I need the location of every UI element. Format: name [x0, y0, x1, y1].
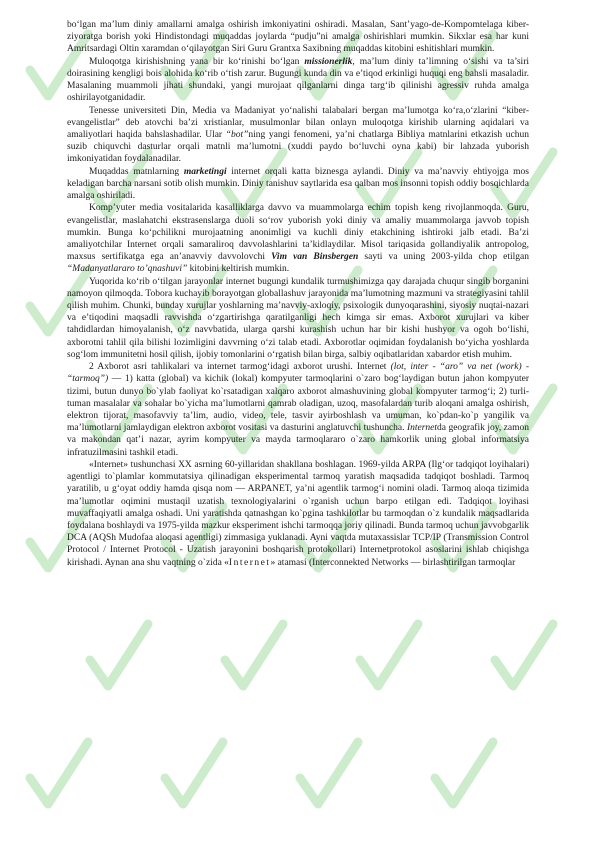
watermark-check-icon — [300, 742, 358, 804]
text-span: Muqaddas matnlarning — [89, 166, 184, 177]
text-span: bo‘lgan ma’lum diniy amallarni amalga oshirish imkoniyatini oshiradi. Masalan, Sant’yago-de-Kompomtelaga kiber-ziyoratga borish yoki Hindistondagi muqaddas joylarda “pudju”ni amalga oshirishlari mumkin. Sikxlar esa har kuni Amritsardagi Oltin xaramdan o‘qilayotgan Siri Guru Grantxa Saxibning muqaddas kitobini eshitishlari mumkin. — [67, 20, 529, 55]
styled-text-span: Vim van Binsbergen — [271, 252, 359, 263]
text-span: internet orqali katta biznesga aylandi. Diniy va ma’navviy ehtiyojga mos keladigan barcha narsani sotib olish mumkin. Diniy tanishuv saytlarida esa qalban mos insonni topish oddiy bosqichlarda amalga oshiriladi. — [67, 166, 529, 202]
text-span: «Internet» tushunchasi XX asrning 60-yillaridan shakllana boshlagan. 1969-yilda ARPA (Ilg‘or tadqiqot loyihalari) agentligi to`plamlar kommutatsiya qilinadigan eksperimental tarmoq yaratish maqsadida tadqiqot boshladi. Tarmoq yaratilib, u g‘oyat oddiy hamda qisqa nom — ARPANET, ya’ni agentlik tarmog‘i nomini oladi. Tarmoq aloqa tizimida ma’lumotlar oqimini mustaqil uzatish texnologiyalarini o`rganish uchun barpo etilgan edi. Tadqiqot loyihasi muvaffaqiyatli amalga oshadi. Uni yaratishda qatnashgan ko`pgina tashkilotlar bu tarmoqdan o`z kundalik maqsadlarida foydalana boshlaydi va 1975-yilda mazkur eksperiment ishchi tarmoqqa joriy qilinadi. Bunda tarmoq uchun javvobgarlik DCA (AQSh Mudofaa aloqasi agentligi) zimmasiga yuklanadi. Ayni vaqtda mutaxassislar TCP/IP (Transmission Control Protocol / Internet Protocol - Uzatish jarayonini boshqarish protokollari) Internetprotokol asoslarini ishlab chiqishga kirishadi. Aynan ana shu vaqtning o`zida « — [67, 459, 529, 568]
paragraph-7 — [67, 361, 529, 459]
text-span: sayti va uning 2003-yilda chop etilgan — [358, 252, 529, 263]
text-span: 2 Axborot asri tahlikalari va internet tarmog‘idagi axborot urushi. Internet — [89, 362, 391, 373]
text-span: Komp’yuter media vositalarida kasalliklarga davvo va muammolarga echim topish keng rivojlanmoqda. Guru, evangelistlar, maslahatchi ekstrasenslarga duoli so‘rov yuborish yoki diniy va amaliy muammolarga javvob topish mumkin. Bunga ko‘pchilikni murojaatning anonimligi va kuchli diniy etakchining ishtiroki jalb etadi. Ba’zi amaliyotchilar Internet orqali samaraliroq davvolashlarini ta’kidlaydilar. Misol tariqasida gollandiyalik antropolog, maxsus sertifikatga ega an’anavviy davvolovchi — [67, 203, 529, 263]
watermark-check-icon — [225, 624, 283, 686]
paragraph-3 — [67, 105, 529, 166]
text-span: Tenesse universiteti Din, Media va Madaniyat yo‘nalishi talabalari bergan ma’lumotga ko‘ra,o‘zlarini “kiber-evangelistlar” deb atovchi ba’zi xristianlar, musulmonlar bilan onlayn muloqotga kirishib ularning aqidalari va amaliyotlari haqida bahslashadilar. Ular — [67, 105, 529, 140]
styled-text-span: marketingi — [183, 166, 227, 177]
styled-text-span: “bot” — [225, 129, 249, 140]
paragraph-6 — [67, 276, 529, 362]
watermark-check-icon — [30, 742, 88, 804]
paragraph-4 — [67, 166, 529, 203]
text-span: da geografik joy, zamon va makondan qat’i nazar, ayrim kompyuter va mayda tarmoqlararo o`zaro hamkorlik uning global informatsiya infratuzilmasini tashkil etadi. — [67, 423, 529, 458]
text-span: , ma’lum diniy ta’limning o‘sishi va ta’siri doirasining kengligi bois alohida ko‘rib o‘tish zarur. Bugungi kunda din va e’tiqod erkinligi huquqi eng bahsli masaladir. Masalaning muammoli jihati shundaki, yangi murojaat qilganlarni dinga targ‘ib qilinishi agressiv ruhda amalga oshirilayotganidadir. — [67, 56, 529, 104]
paragraph-2 — [67, 56, 529, 105]
styled-text-span: Internet — [228, 557, 271, 568]
watermark-check-icon — [495, 624, 553, 686]
document-page — [67, 19, 529, 569]
text-span: ning yangi fenomeni, ya’ni chatlarga Bibliya matnlarini etkazish uchun suzib chiquvchi dasturlar orqali matnli ma’lumotni (xuddi paydo bo‘luvchi oyna kabi) bir lahzada yuborish imkoniyatidan foydalanadilar. — [67, 129, 529, 165]
styled-text-span: missionerlik — [304, 56, 353, 67]
text-span: » atamasi (Interconnekted Networks — birlashtirilgan tarmoqlar — [270, 557, 516, 568]
watermark-check-icon — [435, 742, 493, 804]
text-span: — 1) katta (global) va kichik (lokal) kompyuter tarmoqlarini o`zaro bog‘laydigan butun jahon kompyuter tizimi, butun dunyo bo`ylab faoliyat ko`rsatadigan xalqaro axborot almashuvining global kompyuter tarmog‘i; 2) turli-tuman masalalar va sohalar bo`yicha ma’lumotlarni qamrab oladigan, uzoq, masofalardan turib aloqani amalga oshirish, elektron tijorat, masofavviy ta’lim, audio, video, tele, tasvir ayirboshlash va umuman, ko`pdan-ko`p yangilik va ma’lumotlarni jamlaydigan elektron axborot vositasi va dasturini anglatuvchi tushuncha. — [67, 374, 529, 434]
paragraph-1 — [67, 19, 529, 56]
text-span: kitobini keltirish mumkin. — [187, 264, 290, 275]
watermark-check-icon — [165, 742, 223, 804]
styled-text-span: “Madanyatlararo to’qnashuvi” — [67, 264, 188, 275]
watermark-check-icon — [90, 624, 148, 686]
styled-text-span: Internet — [406, 423, 438, 434]
text-span: Yuqorida ko‘rib o‘tilgan jarayonlar internet bugungi kundalik turmushimizga qay darajada chuqur singib borganini namoyon qilmoqda. Tobora kuchayib borayotgan globallashuv jarayonida ma’lumotning mazmuni va strategiyasini tahlil qilish muhim. Chunki, bunday xurujlar yoshlarning ma’navviy-axloqiy, psixologik dunyoqarashini, siyosiy nuqtai-nazari va e’tiqodini maqsadli ravvishda o‘zgartirishga qaratilganligi hech kimga sir emas. Axborot xurujlari va kiber tahdidlardan himoyalanish, o‘z navvbatida, ularga qarshi kurashish uchun har bir kishi hushyor va ogoh bo‘lishi, axborotni tahlil qila bilishi lozimligini davvrning o‘zi talab etadi. Axborotlar oqimidan foydalanish bo‘yicha yoshlarda sog‘lom immunitetni hosil qilish, ijobiy tomonlarini o‘rgatish bilan birga, salbiy oqibatlaridan xabardor etish muhim. — [67, 276, 529, 360]
styled-text-span: (lot, inter - “aro” va net (work) - “tarmoq”) — [67, 362, 529, 385]
text-span: Muloqotga kirishishning yana bir ko‘rinishi bo‘lgan — [89, 56, 305, 67]
watermark-check-icon — [360, 624, 418, 686]
paragraph-8 — [67, 459, 529, 569]
paragraph-5 — [67, 202, 529, 275]
